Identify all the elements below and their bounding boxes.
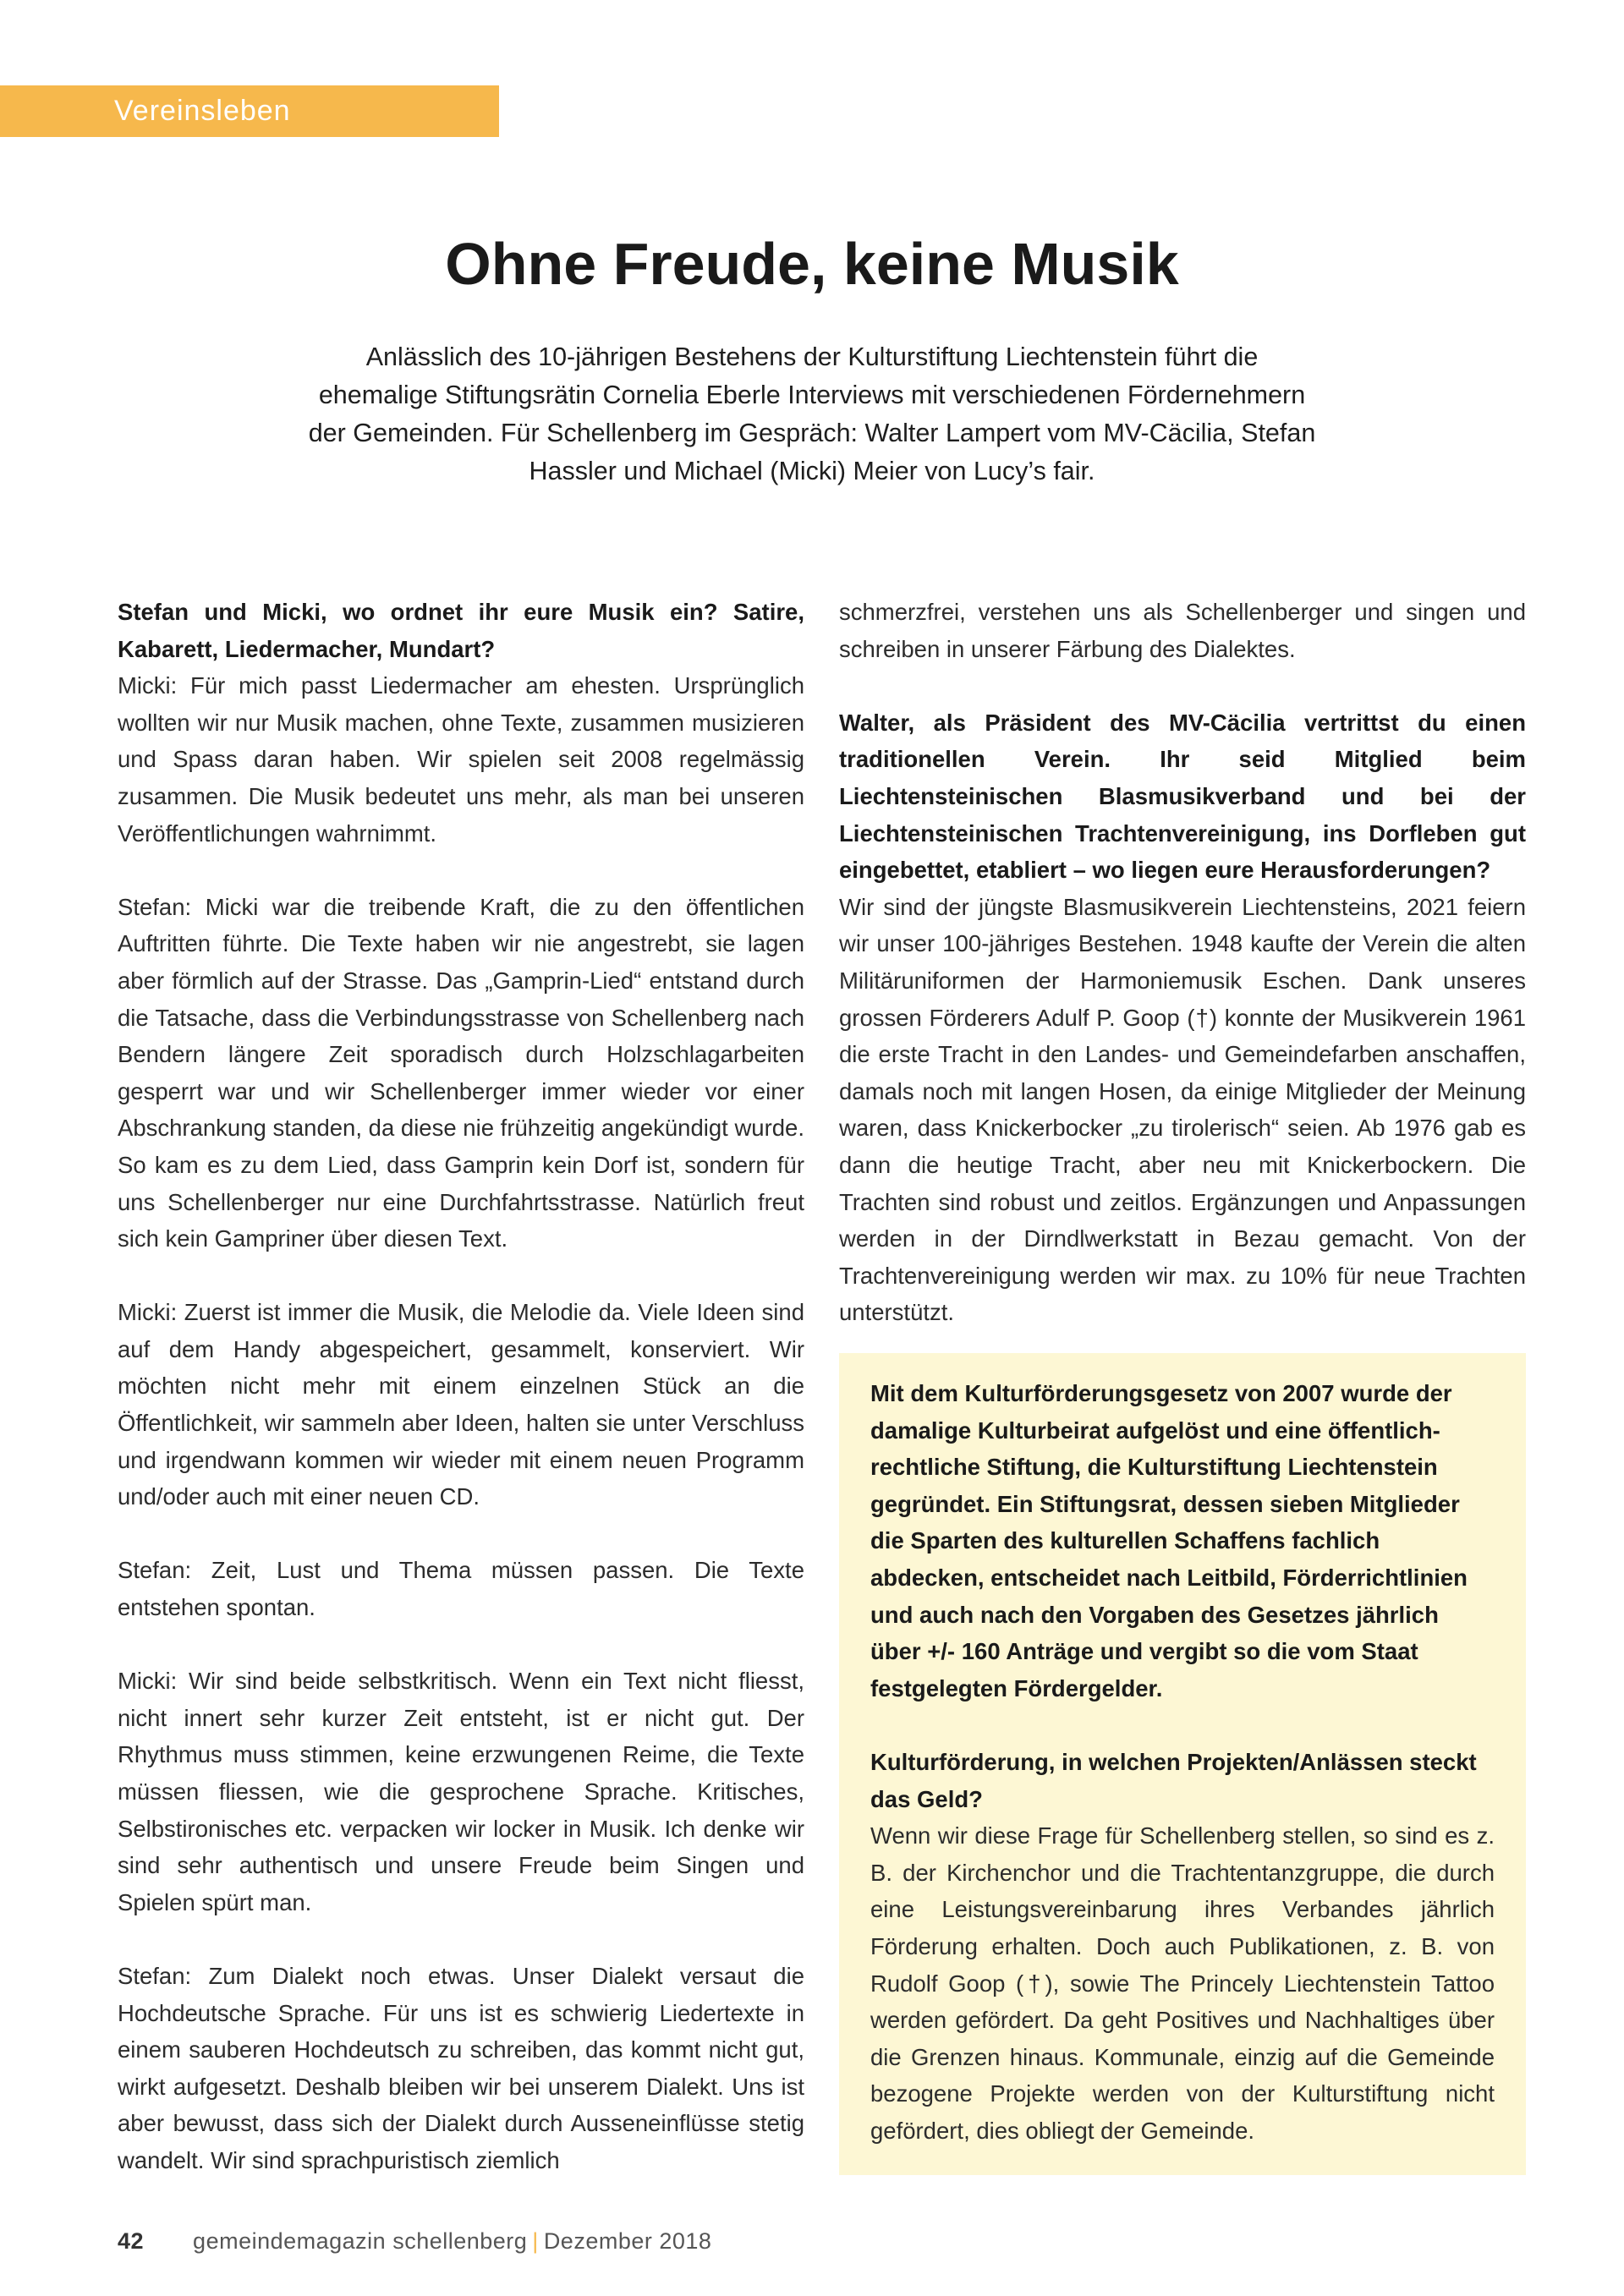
answer-micki-1: Micki: Für mich passt Liedermacher am ehesten. Ursprünglich wollten wir nur Musik machen, ohne Texte, zusammen musizieren und Spass daran haben. Wir spielen seit 2008 regelmässig zusammen. Die Musik bedeutet uns mehr, als man bei unseren Veröffentlichungen wahrnimmt. — [118, 672, 804, 847]
answer-stefan-3: Stefan: Zum Dialekt noch etwas. Unser Dialekt versaut die Hochdeutsche Sprache. Für uns ist es schwierig Liedertexte in einem sauberen Hochdeutsch zu schreiben, das kommt nicht gut, wirkt aufgesetzt. Deshalb bleiben wir bei unserem Dialekt. Uns ist aber bewusst, dass sich der Dialekt durch Ausseneinflüsse stetig wandelt. Wir sind sprachpuristisch ziemlich — [118, 1962, 804, 2173]
answer-micki-3: Micki: Wir sind beide selbstkritisch. Wenn ein Text nicht fliesst, nicht innert sehr kurzer Zeit entsteht, ist er nicht gut. Der Rhythmus muss stimmen, keine erzwungenen Reime, die Texte müssen fliessen, wie die gesprochene Sprache. Kritisches, Selbstironisches etc. verpacken wir locker in Musik. Ich denke wir sind sehr authentisch und unsere Freude beim Singen und Spielen spürt man. — [118, 1668, 804, 1915]
info-box-intro: Mit dem Kulturförderungsgesetz von 2007 wurde der damalige Kulturbeirat aufgelöst und eine öffentlich-rechtliche Stiftung, die Kulturstiftung Liechtenstein gegründet. Ein Stiftungsrat, dessen sieben Mitglieder die Sparten des kulturellen Schaffens fachlich abdecken, entscheidet nach Leitbild, Förderrichtlinien und auch nach den Vorgaben des Gesetzes jährlich über +/- 160 Anträge und vergibt so die vom Staat festgelegten Fördergelder. — [870, 1380, 1468, 1701]
section-tag: Vereinsleben — [0, 85, 499, 137]
page-number: 42 — [118, 2228, 145, 2254]
info-box-answer: Wenn wir diese Frage für Schellenberg stellen, so sind es z. B. der Kirchenchor und die Trachtentanzgruppe, die durch eine Leistungsvereinbarung ihres Verbandes jährlich Förderung erhalten. Doch auch Publikationen, z. B. von Rudolf Goop (†), sowie The Princely Liechtenstein Tattoo werden gefördert. Da geht Positives und Nachhaltiges über die Grenzen hinaus. Kommunale, einzig auf die Gemeinde bezogene Projekte werden von der Kulturstiftung nicht gefördert, dies obliegt der Gemeinde. — [870, 1822, 1495, 2144]
question-2: Walter, als Präsident des MV-Cäcilia vertrittst du einen traditionellen Verein. Ihr seid Mitglied beim Liechtensteinischen Blasmusikverband und bei der Liechtensteinischen Trachtenvereinigung, ins Dorfleben gut eingebettet, etabliert – wo liegen eure Herausforderungen? — [839, 709, 1526, 884]
page-footer — [118, 2228, 711, 2255]
answer-stefan-2: Stefan: Zeit, Lust und Thema müssen passen. Die Texte entstehen spontan. — [118, 1557, 804, 1621]
info-box-question: Kulturförderung, in welchen Projekten/Anlässen steckt das Geld? — [870, 1748, 1477, 1812]
footer-separator: | — [532, 2228, 539, 2254]
info-box — [839, 1353, 1526, 2175]
magazine-name: gemeindemagazin schellenberg — [193, 2228, 528, 2254]
answer-walter: Wir sind der jüngste Blasmusikverein Liechtensteins, 2021 feiern wir unser 100-jähriges Bestehen. 1948 kaufte der Verein die alten Militäruniformen der Harmoniemusik Eschen. Dank unseres grossen Förderers Adulf P. Goop (†) konnte der Musikverein 1961 die erste Tracht in den Landes- und Gemeindefarben anschaffen, damals noch mit langen Hosen, da einige Mitglieder der Meinung waren, dass Knickerbocker „zu tirolerisch“ seien. Ab 1976 gab es dann die heutige Tracht, aber neu mit Knickerbockern. Die Trachten sind robust und zeitlos. Ergänzungen und Anpassungen werden in der Dirndlwerkstatt in Bezau gemacht. Von der Trachtenvereinigung werden wir max. zu 10% für neue Trachten unterstützt. — [839, 893, 1526, 1326]
issue-date: Dezember 2018 — [543, 2228, 712, 2254]
article-intro: Anlässlich des 10-jährigen Bestehens der Kulturstiftung Liechtenstein führt die ehemalige Stiftungsrätin Cornelia Eberle Interviews mit verschiedenen Fördernehmern der Gemeinden. Für Schellenberg im Gespräch: Walter Lampert vom MV-Cäcilia, Stefan Hassler und Michael (Micki) Meier von Lucy’s fair. — [308, 342, 1316, 485]
right-column — [839, 594, 1526, 1331]
answer-stefan-1: Stefan: Micki war die treibende Kraft, die zu den öffentlichen Auftritten führte. Die Texte haben wir nie angestrebt, sie lagen aber förmlich auf der Strasse. Das „Gamprin-Lied“ entstand durch die Tatsache, dass die Verbindungsstrasse von Schellenberg nach Bendern längere Zeit sporadisch durch Holzschlagarbeiten gesperrt war und wir Schellenberger immer wieder vor einer Abschrankung standen, da diese nie frühzeitig angekündigt wurde. So kam es zu dem Lied, dass Gamprin kein Dorf ist, sondern für uns Schellenberger nur eine Durchfahrtsstrasse. Natürlich freut sich kein Gampriner über diesen Text. — [118, 893, 804, 1252]
article-title: Ohne Freude, keine Musik — [445, 231, 1179, 297]
question-1: Stefan und Micki, wo ordnet ihr eure Musik ein? Satire, Kabarett, Liedermacher, Mundart? — [118, 599, 804, 662]
left-column — [118, 594, 804, 2179]
answer-stefan-3-continued: schmerzfrei, verstehen uns als Schellenberger und singen und schreiben in unserer Färbung des Dialektes. — [839, 599, 1526, 662]
answer-micki-2: Micki: Zuerst ist immer die Musik, die Melodie da. Viele Ideen sind auf dem Handy abgespeichert, gesammelt, konserviert. Wir möchten nicht mehr mit einem einzelnen Stück an die Öffentlichkeit, wir sammeln aber Ideen, halten sie unter Verschluss und irgendwann kommen wir wieder mit einem neuen Programm und/oder auch mit einer neuen CD. — [118, 1299, 804, 1510]
